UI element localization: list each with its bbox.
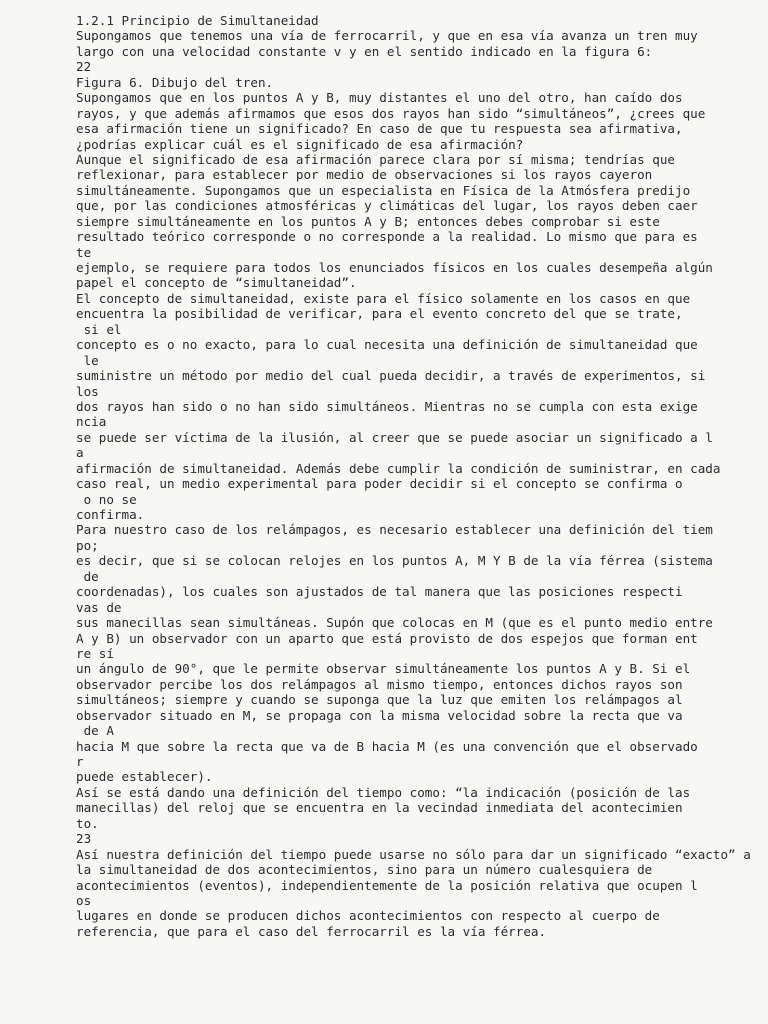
- text-line: de A: [76, 723, 114, 739]
- text-line: largo con una velocidad constante v y en el sentido indicado en la figura 6:: [76, 43, 653, 59]
- text-line: referencia, que para el caso del ferrocarril es la vía férrea.: [76, 923, 547, 939]
- text-line: hacia M que sobre la recta que va de B hacia M (es una convención que el observado: [76, 738, 698, 754]
- text-line: se puede ser víctima de la ilusión, al creer que se puede asociar un significado a l: [76, 429, 713, 445]
- text-line: le: [76, 352, 99, 368]
- text-line: simultáneos; siempre y cuando se suponga que la luz que emiten los relámpagos al: [76, 692, 683, 708]
- text-line: Supongamos que tenemos una vía de ferrocarril, y que en esa vía avanza un tren muy: [76, 28, 698, 44]
- text-line: o no se: [76, 491, 137, 507]
- text-line: que, por las condiciones atmosféricas y climáticas del lugar, los rayos deben caer: [76, 198, 698, 214]
- text-line: ncia: [76, 414, 107, 430]
- text-line: si el: [76, 321, 122, 337]
- text-line: rayos, y que además afirmamos que esos dos rayos han sido “simultáneos”, ¿crees que: [76, 105, 706, 121]
- text-line: Supongamos que en los puntos A y B, muy distantes el uno del otro, han caído dos: [76, 90, 683, 106]
- text-line: suministre un método por medio del cual pueda decidir, a través de experimentos, si: [76, 368, 706, 384]
- text-line: los: [76, 383, 99, 399]
- text-line: manecillas) del reloj que se encuentra en la vecindad inmediata del acontecimien: [76, 800, 683, 816]
- text-line: concepto es o no exacto, para lo cual necesita una definición de simultaneidad que: [76, 337, 698, 353]
- text-line: Así nuestra definición del tiempo puede usarse no sólo para dar un significado “exacto” a: [76, 846, 751, 862]
- text-line: re sí: [76, 645, 114, 661]
- text-line: confirma.: [76, 507, 145, 522]
- text-line: Para nuestro caso de los relámpagos, es necesario establecer una definición del tiem: [76, 522, 713, 538]
- text-line: to.: [76, 815, 99, 831]
- text-line: reflexionar, para establecer por medio de observaciones si los rayos cayeron: [76, 167, 653, 183]
- text-line: acontecimientos (eventos), independientemente de la posición relativa que ocupen l: [76, 877, 698, 893]
- text-line: coordenadas), los cuales son ajustados de tal manera que las posiciones respecti: [76, 584, 683, 600]
- text-line: lugares en donde se producen dichos acontecimientos con respecto al cuerpo de: [76, 908, 660, 924]
- text-line: encuentra la posibilidad de verificar, para el evento concreto del que se trate,: [76, 306, 683, 322]
- text-line: es decir, que si se colocan relojes en los puntos A, M Y B de la vía férrea (sistema: [76, 553, 713, 569]
- text-line: un ángulo de 90°, que le permite observar simultáneamente los puntos A y B. Si el: [76, 661, 691, 677]
- text-line: 23: [76, 831, 92, 847]
- text-line: Aunque el significado de esa afirmación parece clara por sí misma; tendrías que: [76, 151, 675, 167]
- text-line: de: [76, 568, 99, 584]
- text-line: A y B) un observador con un aparto que está provisto de dos espejos que forman ent: [76, 630, 698, 646]
- text-line: observador situado en M, se propaga con la misma velocidad sobre la recta que va: [76, 707, 683, 723]
- text-line: a: [76, 445, 84, 461]
- text-line: siempre simultáneamente en los puntos A y B; entonces debes comprobar si este: [76, 213, 660, 229]
- text-line: esa afirmación tiene un significado? En caso de que tu respuesta sea afirmativa,: [76, 121, 683, 137]
- section-heading: 1.2.1 Principio de Simultaneidad: [76, 13, 319, 28]
- text-line: te: [76, 244, 92, 260]
- text-line: Figura 6. Dibujo del tren.: [76, 74, 274, 90]
- text-line: caso real, un medio experimental para poder decidir si el concepto se confirma o: [76, 476, 683, 492]
- text-line: observador percibe los dos relámpagos al mismo tiempo, entonces dichos rayos son: [76, 676, 683, 692]
- text-line: Así se está dando una definición del tiempo como: “la indicación (posición de las: [76, 784, 691, 800]
- text-line: dos rayos han sido o no han sido simultáneos. Mientras no se cumpla con esta exige: [76, 398, 698, 414]
- text-line: sus manecillas sean simultáneas. Supón que colocas en M (que es el punto medio entre: [76, 615, 713, 631]
- text-line: vas de: [76, 599, 122, 615]
- text-line: r: [76, 754, 84, 769]
- text-line: ¿podrías explicar cuál es el significado de esa afirmación?: [76, 136, 524, 152]
- text-line: po;: [76, 537, 99, 553]
- text-line: 22: [76, 59, 92, 75]
- text-line: papel el concepto de “simultaneidad”.: [76, 275, 357, 291]
- text-line: puede establecer).: [76, 769, 213, 785]
- text-line: afirmación de simultaneidad. Además debe cumplir la condición de suministrar, en cada: [76, 460, 721, 476]
- text-line: ejemplo, se requiere para todos los enunciados físicos en los cuales desempeña algún: [76, 260, 713, 275]
- text-line: os: [76, 892, 92, 908]
- document-page: [76, 13, 756, 939]
- text-line: resultado teórico corresponde o no corresponde a la realidad. Lo mismo que para es: [76, 229, 698, 245]
- text-line: la simultaneidad de dos acontecimientos, sino para un número cualesquiera de: [76, 862, 653, 878]
- text-line: El concepto de simultaneidad, existe para el físico solamente en los casos en que: [76, 290, 691, 306]
- text-line: simultáneamente. Supongamos que un especialista en Física de la Atmósfera predijo: [76, 182, 691, 198]
